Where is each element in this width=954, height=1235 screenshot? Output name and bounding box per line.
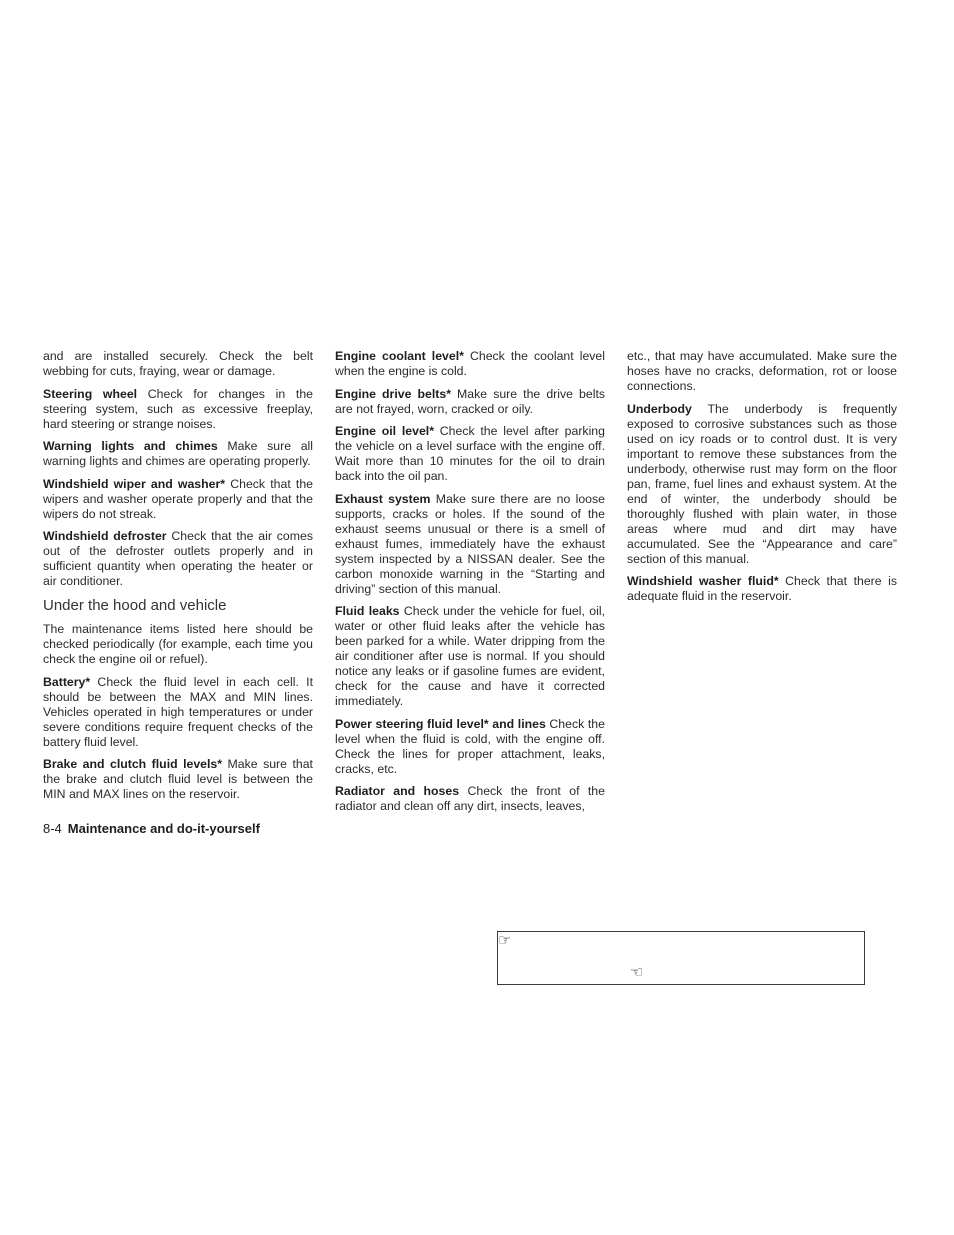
paragraph-text: Make sure the drive belts are not frayed, worn, cracked or oily. [335, 386, 606, 416]
paragraph-radiator [335, 784, 605, 814]
paragraph-battery [43, 675, 313, 750]
paragraph-belt-continued [43, 349, 313, 379]
paragraph-lead: Exhaust system [335, 491, 431, 506]
paragraph-text: Make sure that the brake and clutch fluid level is between the MIN and MAX lines on the reservoir. [43, 757, 313, 801]
paragraph-lead: Steering wheel [43, 386, 138, 401]
paragraph-lead: Windshield defroster [43, 529, 167, 543]
paragraph-fluid-leaks [335, 604, 605, 709]
paragraph-text: Make sure there are no loose supports, cracks or holes. If the sound of the exhaust seems unusual or there is a smell of exhaust fumes, immediately have the exhaust system inspected by a NISSAN dealer. See the carbon monoxide warning in the “Starting and driving” section of this manual. [335, 491, 605, 596]
paragraph-power-steering [335, 717, 605, 777]
page-number: 8-4 [43, 821, 62, 836]
paragraph-text: Check the coolant level when the engine is cold. [335, 349, 605, 378]
column-middle [335, 349, 605, 822]
paragraph-text: Check that the air comes out of the defroster outlets properly and in sufficient quantity when operating the heater or air conditioner. [43, 529, 313, 588]
paragraph-exhaust [335, 492, 605, 597]
pointing-hand-icon: ☞ [498, 931, 512, 949]
paragraph-lead: Windshield washer fluid* [627, 574, 779, 588]
paragraph-radiator-continued [627, 349, 897, 394]
footer-section-title: Maintenance and do-it-yourself [67, 821, 260, 836]
paragraph-text: Check the level after parking the vehicle on a level surface with the engine off. Wait more than 10 minutes for the oil to drain back into the oil pan. [335, 424, 605, 483]
paragraph-text: and are installed securely. Check the belt webbing for cuts, fraying, wear or damage. [43, 349, 313, 378]
paragraph-text: etc., that may have accumulated. Make sure the hoses have no cracks, deformation, rot or loose connections. [627, 349, 897, 393]
paragraph-steering-wheel [43, 387, 313, 432]
paragraph-text: Make sure all warning lights and chimes are operating properly. [43, 439, 313, 468]
paragraph-lead: Radiator and hoses [335, 784, 460, 798]
paragraph-lead: Fluid leaks [335, 604, 400, 618]
paragraph-lead: Underbody [627, 401, 692, 416]
column-left [43, 349, 313, 810]
section-heading: Under the hood and vehicle [43, 597, 227, 614]
pointing-hand-icon: ☜ [630, 963, 644, 981]
paragraph-brake-clutch [43, 757, 313, 802]
paragraph-lead: Warning lights and chimes [43, 439, 218, 453]
paragraph-wiper-washer [43, 477, 313, 522]
paragraph-text: Check the fluid level in each cell. It should be between the MAX and MIN lines. Vehicles operated in high temperatures or under severe conditions require frequent checks of the battery fluid level. [43, 674, 313, 749]
paragraph-text: Check under the vehicle for fuel, oil, water or other fluid leaks after the vehicle has been parked for a while. Water dripping from the air conditioner after use is normal. If you should notice any leaks or if gasoline fumes are evident, check for the cause and have it corrected immediately. [335, 604, 605, 708]
paragraph-defroster [43, 529, 313, 589]
paragraph-text: Check that there is adequate fluid in the reservoir. [627, 574, 897, 603]
paragraph-coolant [335, 349, 605, 379]
paragraph-text: Check that the wipers and washer operate properly and that the wipers do not streak. [43, 476, 313, 521]
paragraph-lead: Engine coolant level* [335, 349, 464, 363]
paragraph-lead: Engine oil level* [335, 424, 434, 438]
paragraph-text: Check the front of the radiator and clean off any dirt, insects, leaves, [335, 784, 605, 813]
paragraph-drive-belts [335, 387, 605, 417]
paragraph-lead: Power steering fluid level* and lines [335, 716, 546, 731]
paragraph-lead: Engine drive belts* [335, 386, 451, 401]
paragraph-oil-level [335, 424, 605, 484]
paragraph-lead: Windshield wiper and washer* [43, 476, 226, 491]
paragraph-text: The maintenance items listed here should be checked periodically (for example, each time you check the engine oil or refuel). [43, 622, 313, 666]
note-box [497, 931, 865, 985]
paragraph-lead: Brake and clutch fluid levels* [43, 757, 223, 771]
paragraph-text: Check the level when the fluid is cold, with the engine off. Check the lines for proper attachment, leaks, cracks, etc. [335, 716, 605, 776]
paragraph-text: Check for changes in the steering system, such as excessive freeplay, hard steering or strange noises. [43, 386, 313, 431]
paragraph-washer-fluid [627, 574, 897, 604]
paragraph-intro [43, 622, 313, 667]
page-footer [43, 821, 260, 837]
paragraph-warning-lights [43, 439, 313, 469]
column-right [627, 349, 897, 612]
paragraph-lead: Battery* [43, 674, 91, 689]
paragraph-underbody [627, 402, 897, 567]
paragraph-text: The underbody is frequently exposed to corrosive substances such as those used on icy roads or to control dust. It is very important to remove these substances from the underbody, otherwise rust may form on the floor pan, frame, fuel lines and exhaust system. At the end of winter, the underbody should be thoroughly flushed with plain water, in those areas where mud and dirt may have accumulated. See the “Appearance and care” section of this manual. [627, 401, 897, 566]
